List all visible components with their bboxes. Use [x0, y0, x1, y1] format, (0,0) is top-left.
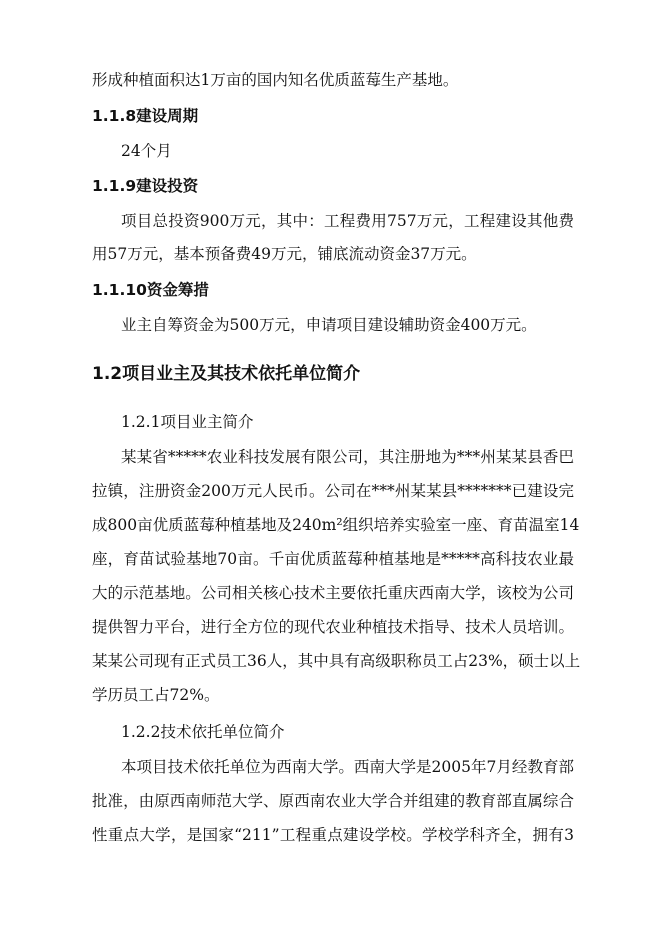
paragraph-line: 成800亩优质蓝莓种植基地及240m²组织培养实验室一座、育苗温室14	[92, 516, 580, 534]
section-heading-owner-intro: 1.2项目业主及其技术依托单位简介	[92, 364, 361, 384]
section-heading-construction-period: 1.1.8建设周期	[92, 107, 199, 125]
paragraph-line: 批准，由原西南师范大学、原西南农业大学合并组建的教育部直属综合	[92, 792, 574, 810]
paragraph-line: 项目总投资900万元，其中：工程费用757万元，工程建设其他费	[121, 212, 574, 230]
paragraph-line: 学历员工占72%。	[92, 686, 220, 704]
paragraph-line: 性重点大学，是国家“211”工程重点建设学校。学校学科齐全，拥有3	[92, 826, 574, 844]
paragraph-line: 业主自筹资金为500万元，申请项目建设辅助资金400万元。	[121, 316, 537, 334]
paragraph-line: 座，育苗试验基地70亩。千亩优质蓝莓种植基地是*****高科技农业最	[92, 550, 574, 568]
paragraph-line: 24个月	[121, 142, 172, 160]
subsection-heading-tech-partner: 1.2.2技术依托单位简介	[121, 723, 285, 741]
paragraph-line: 拉镇，注册资金200万元人民币。公司在***州某某县*******已建设完	[92, 482, 574, 500]
section-heading-fund-raising: 1.1.10资金筹措	[92, 281, 209, 299]
paragraph-line: 某某省*****农业科技发展有限公司，其注册地为***州某某县香巴	[121, 448, 574, 466]
section-heading-construction-investment: 1.1.9建设投资	[92, 177, 199, 195]
paragraph-line: 本项目技术依托单位为西南大学。西南大学是2005年7月经教育部	[121, 758, 574, 776]
paragraph-line: 形成种植面积达1万亩的国内知名优质蓝莓生产基地。	[92, 71, 459, 89]
paragraph-line: 用57万元，基本预备费49万元，铺底流动资金37万元。	[92, 245, 477, 263]
paragraph-line: 大的示范基地。公司相关核心技术主要依托重庆西南大学，该校为公司	[92, 584, 574, 602]
paragraph-line: 提供智力平台，进行全方位的现代农业种植技术指导、技术人员培训。	[92, 618, 574, 636]
paragraph-line: 某某公司现有正式员工36人，其中具有高级职称员工占23%，硕士以上	[92, 652, 581, 670]
subsection-heading-owner: 1.2.1项目业主简介	[121, 413, 254, 431]
